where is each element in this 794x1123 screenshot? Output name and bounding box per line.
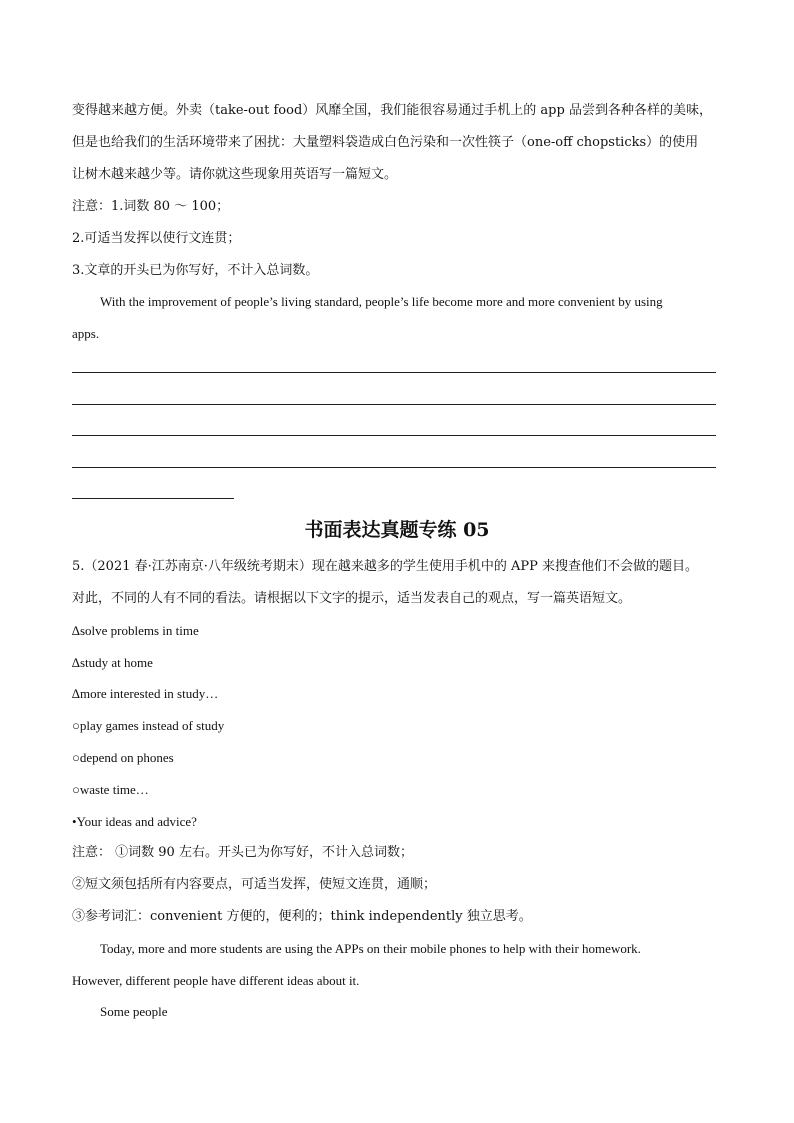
prompt-item: •Your ideas and advice?	[72, 814, 197, 829]
answer-line-short	[72, 498, 234, 499]
note-line-3: ③参考词汇：convenient 方便的，便利的；think independently 独立思考。	[72, 909, 532, 924]
answer-line	[72, 435, 716, 436]
intro-line-2: 但是也给我们的生活环境带来了困扰：大量塑料袋造成白色污染和一次性筷子（one-off chopsticks）的使用	[72, 135, 699, 150]
question-line-1: 5.（2021 春·江苏南京·八年级统考期末）现在越来越多的学生使用手机中的 APP 来搜查他们不会做的题目。	[72, 559, 699, 574]
note-line-1: 注意： ①词数 90 左右。开头已为你写好，不计入总词数；	[72, 845, 413, 860]
prompt-item: ∆more interested in study…	[72, 686, 219, 701]
prompt-item: ○depend on phones	[72, 750, 174, 765]
note-line-2: ②短文须包括所有内容要点，可适当发挥，使短文连贯，通顺；	[72, 877, 437, 892]
answer-line	[72, 467, 716, 468]
intro-line-3: 让树木越来越少等。请你就这些现象用英语写一篇短文。	[72, 167, 398, 182]
opening-line-1: With the improvement of people’s living standard, people’s life become more and more convenient by using	[100, 294, 663, 309]
intro-line-1: 变得越来越方便。外卖（take-out food）风靡全国，我们能很容易通过手机上的 app 品尝到各种各样的美味，	[72, 103, 712, 118]
opening-line-3: Some people	[100, 1004, 168, 1019]
question-line-2: 对此，不同的人有不同的看法。请根据以下文字的提示，适当发表自己的观点，写一篇英语短文。	[72, 591, 632, 606]
prompt-item: ○play games instead of study	[72, 718, 225, 733]
prompt-item: ∆solve problems in time	[72, 623, 199, 638]
section-title: 书面表达真题专练 05	[304, 519, 490, 541]
answer-line	[72, 372, 716, 373]
note-line-3: 3.文章的开头已为你写好，不计入总词数。	[72, 263, 319, 278]
opening-line-2: apps.	[72, 326, 100, 341]
prompt-item: ∆study at home	[72, 655, 153, 670]
prompt-item: ○waste time…	[72, 782, 149, 797]
opening-line-2: However, different people have different ideas about it.	[72, 973, 360, 988]
note-line-1: 注意：1.词数 80 ～ 100；	[72, 199, 230, 214]
answer-line	[72, 404, 716, 405]
opening-line-1: Today, more and more students are using the APPs on their mobile phones to help with their homework.	[100, 941, 641, 956]
note-line-2: 2.可适当发挥以使行文连贯；	[72, 231, 241, 246]
